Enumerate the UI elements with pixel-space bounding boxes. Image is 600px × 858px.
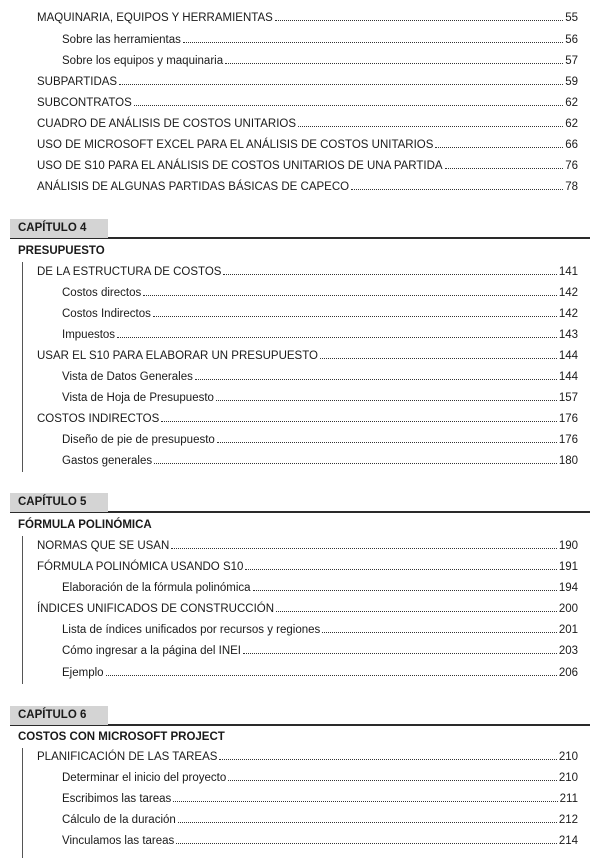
toc-entry-page: 144: [558, 371, 578, 383]
toc-entry-title: Impuestos: [62, 329, 116, 341]
dot-leader: [119, 75, 563, 85]
toc-entry[interactable]: [37, 412, 578, 426]
toc-entry-title: Cálculo de la duración: [62, 814, 176, 826]
toc-entry-page: 190: [558, 540, 578, 552]
dot-leader: [445, 159, 564, 169]
toc-entry-title: DE LA ESTRUCTURA DE COSTOS: [37, 266, 222, 278]
toc-entry-page: 194: [558, 582, 578, 594]
chapter-title: COSTOS CON MICROSOFT PROJECT: [18, 731, 225, 743]
dot-leader: [320, 349, 557, 359]
toc-entry-page: 180: [558, 455, 578, 467]
toc-entry[interactable]: [62, 792, 578, 806]
dot-leader: [134, 96, 563, 106]
toc-entry[interactable]: [37, 349, 578, 363]
toc-entry-page: 212: [558, 814, 578, 826]
toc-entry-page: 210: [558, 772, 578, 784]
dot-leader: [322, 623, 557, 633]
toc-entry[interactable]: [62, 433, 578, 447]
dot-leader: [245, 560, 556, 570]
toc-entry[interactable]: [37, 11, 578, 25]
toc-entry-page: 142: [558, 308, 578, 320]
dot-leader: [276, 602, 557, 612]
toc-entry-page: 211: [559, 793, 578, 805]
toc-entry-title: Lista de índices unificados por recursos y regiones: [62, 624, 321, 636]
toc-entry-title: FÓRMULA POLINÓMICA USANDO S10: [37, 561, 244, 573]
toc-entry[interactable]: [37, 180, 578, 194]
dot-leader: [153, 307, 557, 317]
toc-entry-title: Elaboración de la fórmula polinómica: [62, 582, 251, 594]
toc-entry-title: USO DE MICROSOFT EXCEL PARA EL ANÁLISIS DE COSTOS UNITARIOS: [37, 139, 434, 151]
toc-entry-page: 59: [565, 76, 578, 88]
toc-entry[interactable]: [62, 454, 578, 468]
dot-leader: [225, 54, 563, 64]
toc-entry-page: 62: [565, 97, 578, 109]
dot-leader: [351, 180, 563, 190]
dot-leader: [106, 666, 557, 676]
toc-entry-page: 144: [558, 350, 578, 362]
toc-entry-page: 176: [558, 434, 578, 446]
chapter-bracket: [22, 748, 23, 858]
toc-entry[interactable]: [37, 117, 578, 131]
dot-leader: [161, 412, 557, 422]
toc-entry-page: 143: [558, 329, 578, 341]
dot-leader: [228, 771, 557, 781]
toc-entry[interactable]: [62, 33, 578, 47]
toc-entry[interactable]: [37, 539, 578, 553]
toc-entry[interactable]: [62, 666, 578, 680]
toc-entry-page: 76: [565, 160, 578, 172]
chapter-label: CAPÍTULO 4: [10, 219, 108, 238]
toc-entry[interactable]: [37, 138, 578, 152]
dot-leader: [154, 454, 557, 464]
toc-entry-title: Gastos generales: [62, 455, 153, 467]
chapter-bracket: [22, 262, 23, 472]
dot-leader: [275, 11, 563, 21]
toc-entry-title: Cómo ingresar a la página del INEI: [62, 645, 241, 657]
toc-entry[interactable]: [62, 370, 578, 384]
toc-entry-title: Costos directos: [62, 287, 142, 299]
toc-entry-title: ÍNDICES UNIFICADOS DE CONSTRUCCIÓN: [37, 603, 275, 615]
toc-entry[interactable]: [62, 328, 578, 342]
chapter-title: PRESUPUESTO: [18, 245, 105, 257]
toc-entry-title: Costos Indirectos: [62, 308, 151, 320]
dot-leader: [216, 391, 557, 401]
toc-entry-title: ANÁLISIS DE ALGUNAS PARTIDAS BÁSICAS DE CAPECO: [37, 181, 350, 193]
toc-entry-page: 206: [558, 667, 578, 679]
toc-entry[interactable]: [62, 644, 578, 658]
chapter-bracket: [22, 536, 23, 684]
toc-entry-title: COSTOS INDIRECTOS: [37, 413, 160, 425]
dot-leader: [243, 644, 557, 654]
dot-leader: [178, 813, 557, 823]
toc-entry[interactable]: [62, 54, 578, 68]
toc-entry[interactable]: [37, 750, 578, 764]
toc-entry[interactable]: [62, 834, 578, 848]
toc-entry-page: 200: [558, 603, 578, 615]
toc-entry[interactable]: [62, 771, 578, 785]
toc-entry-title: PLANIFICACIÓN DE LAS TAREAS: [37, 751, 218, 763]
toc-entry-title: SUBPARTIDAS: [37, 76, 118, 88]
toc-entry[interactable]: [62, 391, 578, 405]
toc-entry-title: Ejemplo: [62, 667, 104, 679]
toc-entry-title: USO DE S10 PARA EL ANÁLISIS DE COSTOS UNITARIOS DE UNA PARTIDA: [37, 160, 443, 172]
toc-entry-page: 176: [558, 413, 578, 425]
dot-leader: [183, 33, 563, 43]
chapter-title: FÓRMULA POLINÓMICA: [18, 519, 152, 531]
toc-entry-title: CUADRO DE ANÁLISIS DE COSTOS UNITARIOS: [37, 118, 297, 130]
toc-entry-page: 56: [565, 34, 578, 46]
toc-entry-title: SUBCONTRATOS: [37, 97, 132, 109]
toc-entry-page: 214: [558, 835, 578, 847]
toc-entry-page: 203: [558, 645, 578, 657]
toc-entry[interactable]: [37, 560, 578, 574]
toc-entry-title: Determinar el inicio del proyecto: [62, 772, 227, 784]
dot-leader: [217, 433, 557, 443]
toc-entry-page: 78: [565, 181, 578, 193]
toc-entry[interactable]: [62, 286, 578, 300]
toc-entry-page: 142: [558, 287, 578, 299]
toc-entry-page: 201: [558, 624, 578, 636]
toc-entry-page: 191: [558, 561, 578, 573]
toc-entry[interactable]: [62, 307, 578, 321]
toc-entry-title: Vista de Datos Generales: [62, 371, 193, 383]
toc-entry[interactable]: [37, 75, 578, 89]
dot-leader: [117, 328, 557, 338]
toc-entry-page: 141: [558, 266, 578, 278]
dot-leader: [195, 370, 557, 380]
toc-entry-page: 66: [565, 139, 578, 151]
toc-entry-title: Sobre los equipos y maquinaria: [62, 55, 224, 67]
dot-leader: [298, 117, 563, 127]
toc-entry-title: Escribimos las tareas: [62, 793, 172, 805]
dot-leader: [173, 792, 557, 802]
toc-entry[interactable]: [37, 602, 578, 616]
dot-leader: [219, 750, 556, 760]
toc-entry-title: Diseño de pie de presupuesto: [62, 434, 215, 446]
toc-entry-page: 57: [565, 55, 578, 67]
toc-entry[interactable]: [37, 159, 578, 173]
dot-leader: [176, 834, 557, 844]
toc-entry-title: MAQUINARIA, EQUIPOS Y HERRAMIENTAS: [37, 12, 273, 24]
toc-entry-title: USAR EL S10 PARA ELABORAR UN PRESUPUESTO: [37, 350, 318, 362]
dot-leader: [253, 581, 557, 591]
toc-entry[interactable]: [62, 581, 578, 595]
dot-leader: [171, 539, 557, 549]
dot-leader: [223, 265, 556, 275]
toc-entry-title: Sobre las herramientas: [62, 34, 181, 46]
toc-entry-page: 62: [565, 118, 578, 130]
chapter-label: CAPÍTULO 6: [10, 706, 108, 725]
dot-leader: [143, 286, 557, 296]
toc-entry-page: 157: [558, 392, 578, 404]
toc-entry-title: Vinculamos las tareas: [62, 835, 175, 847]
toc-entry-title: NORMAS QUE SE USAN: [37, 540, 170, 552]
dot-leader: [435, 138, 563, 148]
toc-entry-page: 210: [558, 751, 578, 763]
toc-entry-title: Vista de Hoja de Presupuesto: [62, 392, 214, 404]
toc-entry[interactable]: [37, 265, 578, 279]
toc-entry[interactable]: [62, 623, 578, 637]
toc-entry[interactable]: [37, 96, 578, 110]
toc-entry-page: 55: [565, 12, 578, 24]
toc-entry[interactable]: [62, 813, 578, 827]
chapter-label: CAPÍTULO 5: [10, 493, 108, 512]
